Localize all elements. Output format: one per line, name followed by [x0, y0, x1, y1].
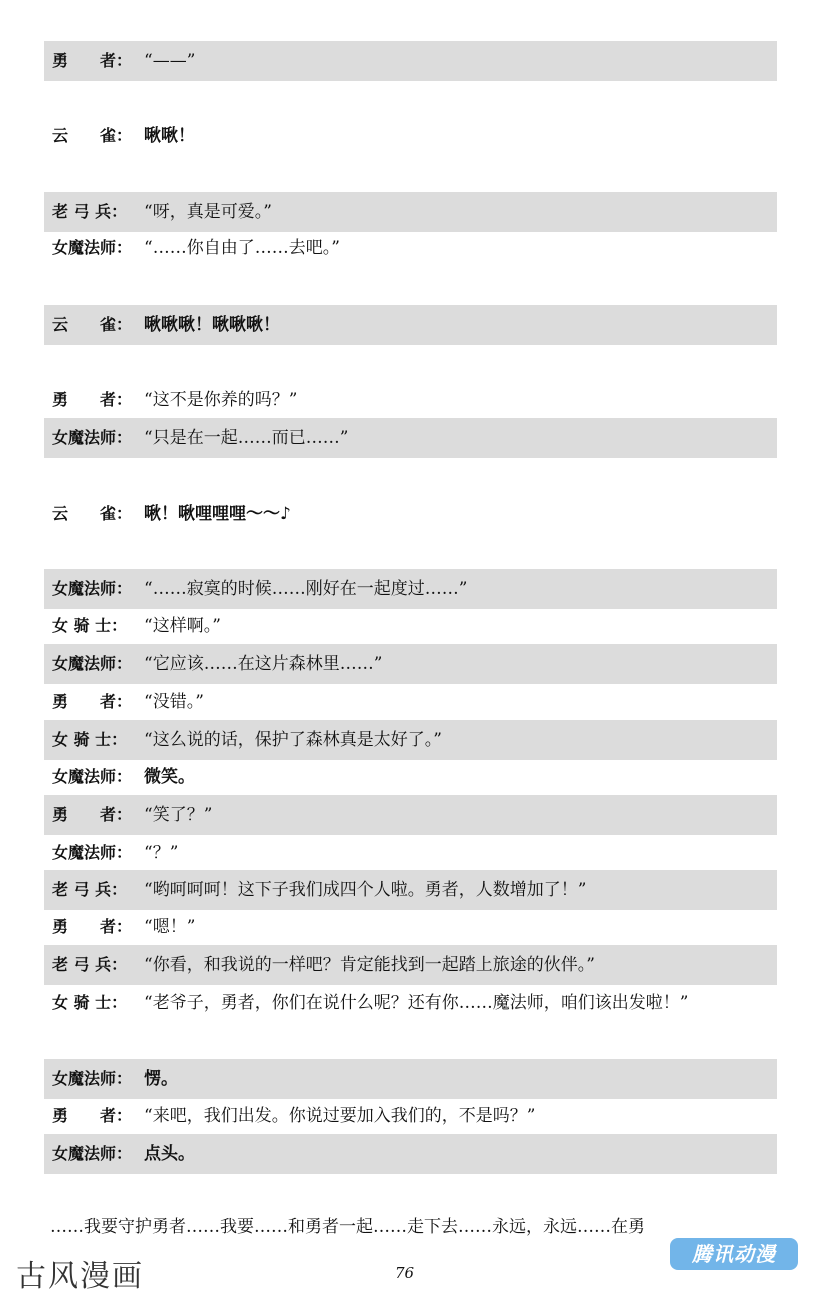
dialogue-line — [44, 682, 777, 722]
dialogue-line — [44, 757, 777, 797]
dialogue-text: “……你自由了……去吧。” — [144, 238, 340, 258]
dialogue-line — [44, 192, 777, 232]
dialogue-line — [44, 380, 777, 420]
dialogue-text: “这不是你养的吗？” — [144, 390, 298, 410]
speaker-name: 勇 者： — [52, 805, 133, 824]
speaker-name: 云 雀： — [52, 504, 133, 523]
watermark-logo: 腾讯动漫 — [670, 1238, 798, 1270]
speaker-name: 云 雀： — [52, 315, 133, 334]
dialogue-line — [44, 644, 777, 684]
dialogue-line — [44, 494, 777, 534]
dialogue-line — [44, 41, 777, 81]
speaker-name: 女魔法师： — [52, 654, 133, 673]
dialogue-text: “老爷子，勇者，你们在说什么呢？还有你……魔法师，咱们该出发啦！” — [144, 993, 689, 1013]
narration-text: ……我要守护勇者……我要……和勇者一起……走下去……永远，永远……在勇 — [50, 1217, 645, 1237]
dialogue-text: “来吧，我们出发。你说过要加入我们的，不是吗？” — [144, 1106, 536, 1126]
speaker-name: 女魔法师： — [52, 1069, 133, 1088]
sound-effect-text: 啾啾啾！啾啾啾！ — [144, 315, 280, 335]
speaker-name: 勇 者： — [52, 692, 133, 711]
dialogue-text: “呀，真是可爱。” — [144, 202, 272, 222]
speaker-name: 女魔法师： — [52, 579, 133, 598]
dialogue-text: “这样啊。” — [144, 616, 221, 636]
dialogue-text: “没错。” — [144, 692, 204, 712]
speaker-name: 勇 者： — [52, 51, 133, 70]
sound-effect-text: 啾啾！ — [144, 126, 195, 146]
speaker-name: 女魔法师： — [52, 428, 133, 447]
sound-effect-text: 啾！啾哩哩哩～～♪ — [144, 504, 291, 524]
speaker-name: 女魔法师： — [52, 843, 133, 862]
speaker-name: 老 弓 兵： — [52, 880, 128, 899]
speaker-name: 女 骑 士： — [52, 616, 128, 635]
speaker-name: 老 弓 兵： — [52, 202, 128, 221]
dialogue-text: “？” — [144, 843, 179, 863]
action-text: 愣。 — [144, 1069, 178, 1089]
dialogue-line — [44, 870, 777, 910]
dialogue-text: “它应该……在这片森林里……” — [144, 654, 383, 674]
speaker-name: 女魔法师： — [52, 767, 133, 786]
page-number: 76 — [395, 1264, 415, 1282]
dialogue-text: “这么说的话，保护了森林真是太好了。” — [144, 730, 442, 750]
speaker-name: 女 骑 士： — [52, 993, 128, 1012]
dialogue-line — [44, 1096, 777, 1136]
dialogue-text: “哟呵呵呵！这下子我们成四个人啦。勇者，人数增加了！” — [144, 880, 587, 900]
speaker-name: 女魔法师： — [52, 1144, 133, 1163]
dialogue-line — [44, 795, 777, 835]
dialogue-text: “——” — [144, 51, 196, 71]
dialogue-line — [44, 986, 777, 1058]
speaker-name: 女魔法师： — [52, 238, 133, 257]
dialogue-line — [44, 228, 777, 268]
speaker-name: 老 弓 兵： — [52, 955, 128, 974]
dialogue-line — [44, 1134, 777, 1174]
dialogue-line — [44, 116, 777, 156]
dialogue-line — [44, 833, 777, 873]
dialogue-line — [44, 606, 777, 646]
dialogue-line — [44, 720, 777, 760]
dialogue-text: “只是在一起……而已……” — [144, 428, 349, 448]
speaker-name: 女 骑 士： — [52, 730, 128, 749]
watermark-logo: 古风漫画 — [16, 1259, 144, 1294]
action-text: 微笑。 — [144, 767, 195, 787]
dialogue-text: “……寂寞的时候……刚好在一起度过……” — [144, 579, 468, 599]
dialogue-line — [44, 569, 777, 609]
dialogue-line — [44, 907, 777, 947]
action-text: 点头。 — [144, 1144, 195, 1164]
speaker-name: 勇 者： — [52, 1106, 133, 1125]
dialogue-text: “嗯！” — [144, 917, 196, 937]
speaker-name: 勇 者： — [52, 390, 133, 409]
dialogue-text: “你看，和我说的一样吧？肯定能找到一起踏上旅途的伙伴。” — [144, 955, 595, 975]
speaker-name: 云 雀： — [52, 126, 133, 145]
speaker-name: 勇 者： — [52, 917, 133, 936]
dialogue-line — [44, 1059, 777, 1099]
dialogue-line — [44, 945, 777, 985]
dialogue-line — [44, 418, 777, 458]
dialogue-text: “笑了？” — [144, 805, 213, 825]
dialogue-line — [44, 305, 777, 345]
